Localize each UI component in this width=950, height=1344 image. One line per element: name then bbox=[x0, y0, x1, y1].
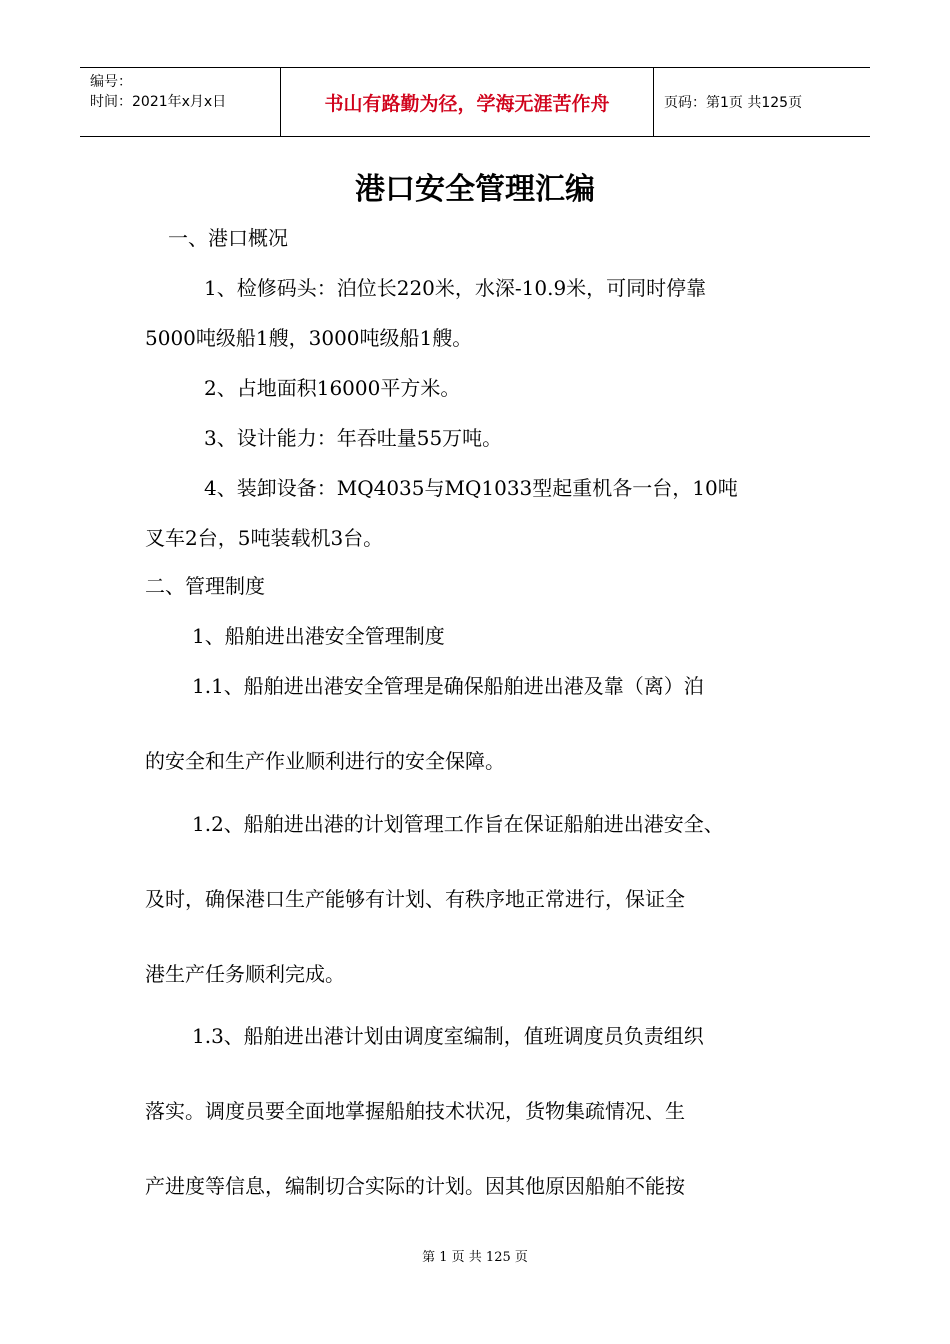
paragraph-line: 1.1、船舶进出港安全管理是确保船舶进出港及靠（离）泊 bbox=[192, 674, 704, 698]
header-page-cell bbox=[654, 68, 870, 136]
paragraph-line: 1.2、船舶进出港的计划管理工作旨在保证船舶进出港安全、 bbox=[192, 812, 724, 836]
subsection-heading: 1、船舶进出港安全管理制度 bbox=[192, 624, 445, 648]
header-table bbox=[80, 67, 870, 137]
header-meta-cell bbox=[80, 68, 281, 136]
paragraph-line: 2、占地面积16000平方米。 bbox=[204, 376, 461, 400]
paragraph-line: 产进度等信息，编制切合实际的计划。因其他原因船舶不能按 bbox=[145, 1174, 685, 1198]
section-heading: 一、港口概况 bbox=[168, 226, 288, 250]
paragraph-line: 4、装卸设备：MQ4035与MQ1033型起重机各一台，10吨 bbox=[204, 476, 738, 500]
document-title: 港口安全管理汇编 bbox=[355, 172, 595, 207]
header-motto: 书山有路勤为径，学海无涯苦作舟 bbox=[324, 92, 610, 115]
document-time-label: 时间：2021年x月x日 bbox=[90, 94, 227, 110]
paragraph-line: 1、检修码头：泊位长220米，水深-10.9米，可同时停靠 bbox=[204, 276, 707, 300]
paragraph-line: 及时，确保港口生产能够有计划、有秩序地正常进行，保证全 bbox=[145, 887, 685, 911]
paragraph-line: 1.3、船舶进出港计划由调度室编制，值班调度员负责组织 bbox=[192, 1024, 704, 1048]
header-motto-cell bbox=[281, 68, 654, 136]
paragraph-line: 叉车2台，5吨装载机3台。 bbox=[145, 526, 384, 550]
document-number-label: 编号： bbox=[90, 74, 132, 90]
paragraph-line: 港生产任务顺利完成。 bbox=[145, 962, 345, 986]
section-heading: 二、管理制度 bbox=[145, 574, 265, 598]
header-page-info: 页码：第1页 共125页 bbox=[664, 95, 803, 111]
paragraph-line: 5000吨级船1艘，3000吨级船1艘。 bbox=[145, 326, 473, 350]
page-footer: 第 1 页 共 125 页 bbox=[422, 1250, 528, 1265]
paragraph-line: 的安全和生产作业顺利进行的安全保障。 bbox=[145, 749, 505, 773]
paragraph-line: 落实。调度员要全面地掌握船舶技术状况，货物集疏情况、生 bbox=[145, 1099, 685, 1123]
paragraph-line: 3、设计能力：年吞吐量55万吨。 bbox=[204, 426, 503, 450]
